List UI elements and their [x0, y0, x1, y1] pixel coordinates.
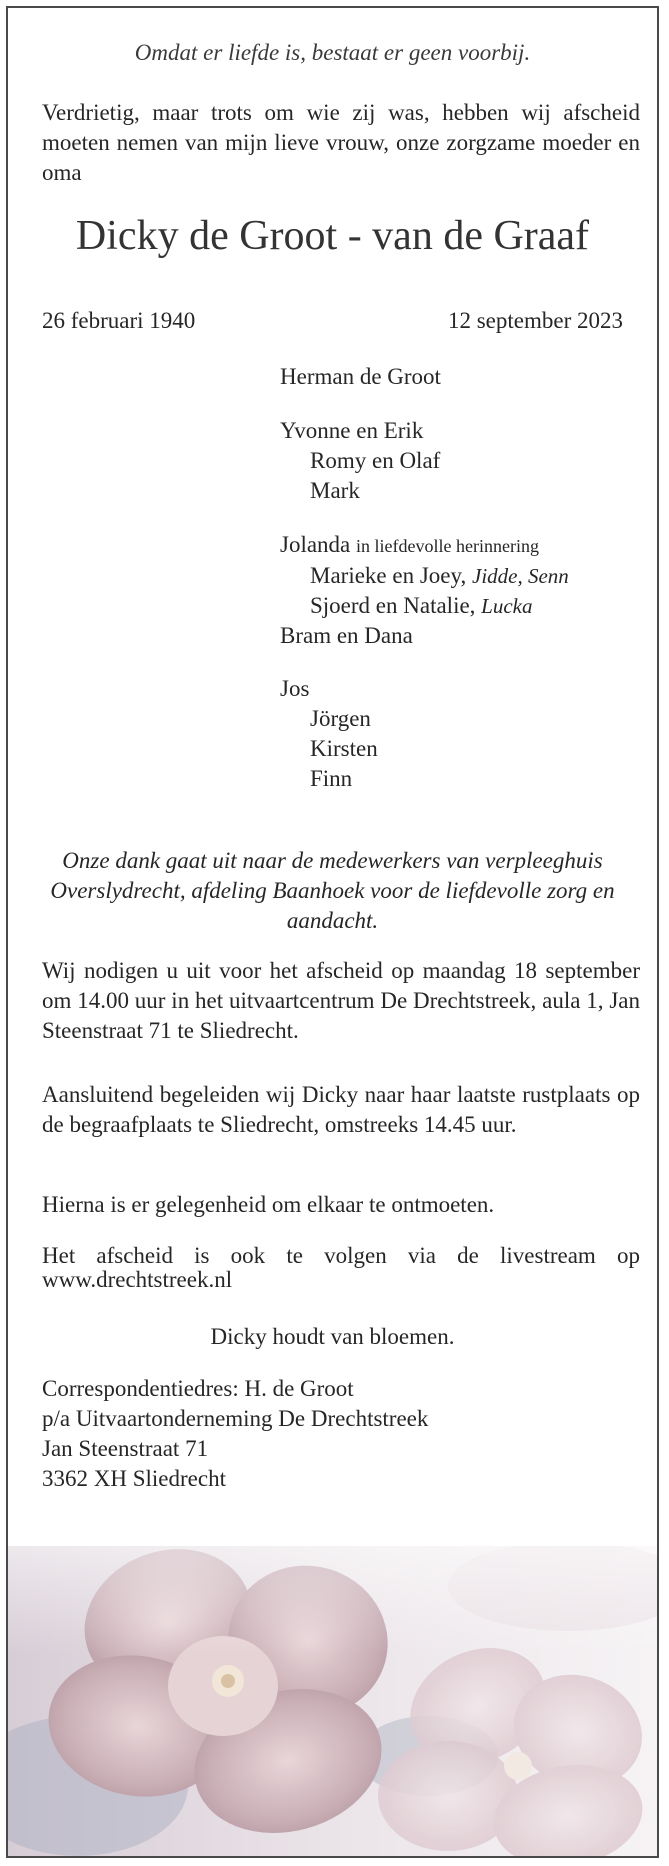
- family-member: Jörgen: [310, 706, 371, 731]
- family-member: Mark: [310, 478, 360, 503]
- family-member: Yvonne en Erik: [280, 418, 424, 443]
- deceased-name: Dicky de Groot - van de Graaf: [75, 213, 590, 259]
- grandchildren-names: Lucka: [481, 594, 533, 618]
- thanks-text: Onze dank gaat uit naar de medewerkers van verpleeghuis Overslydrecht, afdeling Baanhoek voor de liefdevolle zorg en aandacht.: [50, 848, 615, 933]
- grandchildren-names: Jidde, Senn: [472, 564, 569, 588]
- correspondence-line: Correspondentiedres: H. de Groot: [42, 1376, 354, 1401]
- family-member-row: [280, 530, 569, 561]
- birth-date: 26 februari 1940: [42, 308, 196, 333]
- meeting-text: Hierna is er gelegenheid om elkaar te ontmoeten.: [42, 1192, 495, 1217]
- family-member: Jos: [280, 676, 310, 701]
- family-member: Marieke en Joey,: [310, 563, 467, 588]
- burial-text: Aansluitend begeleiden wij Dicky naar haar laatste rustplaats op de begraafplaats te Sliedrecht, omstreeks 14.45 uur.: [42, 1082, 640, 1137]
- family-member: Kirsten: [310, 736, 378, 761]
- family-member: Finn: [310, 766, 353, 791]
- motto: Omdat er liefde is, bestaat er geen voorbij.: [134, 40, 531, 65]
- family-member: Bram en Dana: [280, 623, 413, 648]
- flowers-note: Dicky houdt van bloemen.: [210, 1324, 455, 1349]
- livestream-text: Het afscheid is ook te volgen via de livestream op www.drechtstreek.nl: [42, 1243, 640, 1292]
- death-date: 12 september 2023: [447, 308, 623, 333]
- family-member: Romy en Olaf: [310, 448, 441, 473]
- family-member-row: [280, 591, 569, 621]
- remembrance-note: in liefdevolle herinnering: [356, 536, 539, 556]
- invitation-text: Wij nodigen u uit voor het afscheid op maandag 18 september om 14.00 uur in het uitvaartcentrum De Drechtstreek, aula 1, Jan Steenstraat 71 te Sliedrecht.: [42, 958, 640, 1043]
- flower-photo: [8, 1546, 657, 1856]
- family-group-2: [280, 530, 569, 651]
- correspondence-block: [42, 1374, 428, 1494]
- correspondence-line: 3362 XH Sliedrecht: [42, 1466, 226, 1491]
- correspondence-line: p/a Uitvaartonderneming De Drechtstreek: [42, 1406, 429, 1431]
- family-group-1: [280, 416, 440, 506]
- family-member-row: [280, 561, 569, 591]
- family-group-3: [280, 674, 378, 794]
- obituary-card: [6, 6, 659, 1858]
- intro-text: Verdrietig, maar trots om wie zij was, hebben wij afscheid moeten nemen van mijn lieve vrouw, onze zorgzame moeder en oma: [42, 100, 640, 185]
- family-member: Jolanda: [280, 532, 351, 557]
- family-spouse: Herman de Groot: [280, 364, 441, 389]
- correspondence-line: Jan Steenstraat 71: [42, 1436, 209, 1461]
- family-member: Sjoerd en Natalie,: [310, 593, 476, 618]
